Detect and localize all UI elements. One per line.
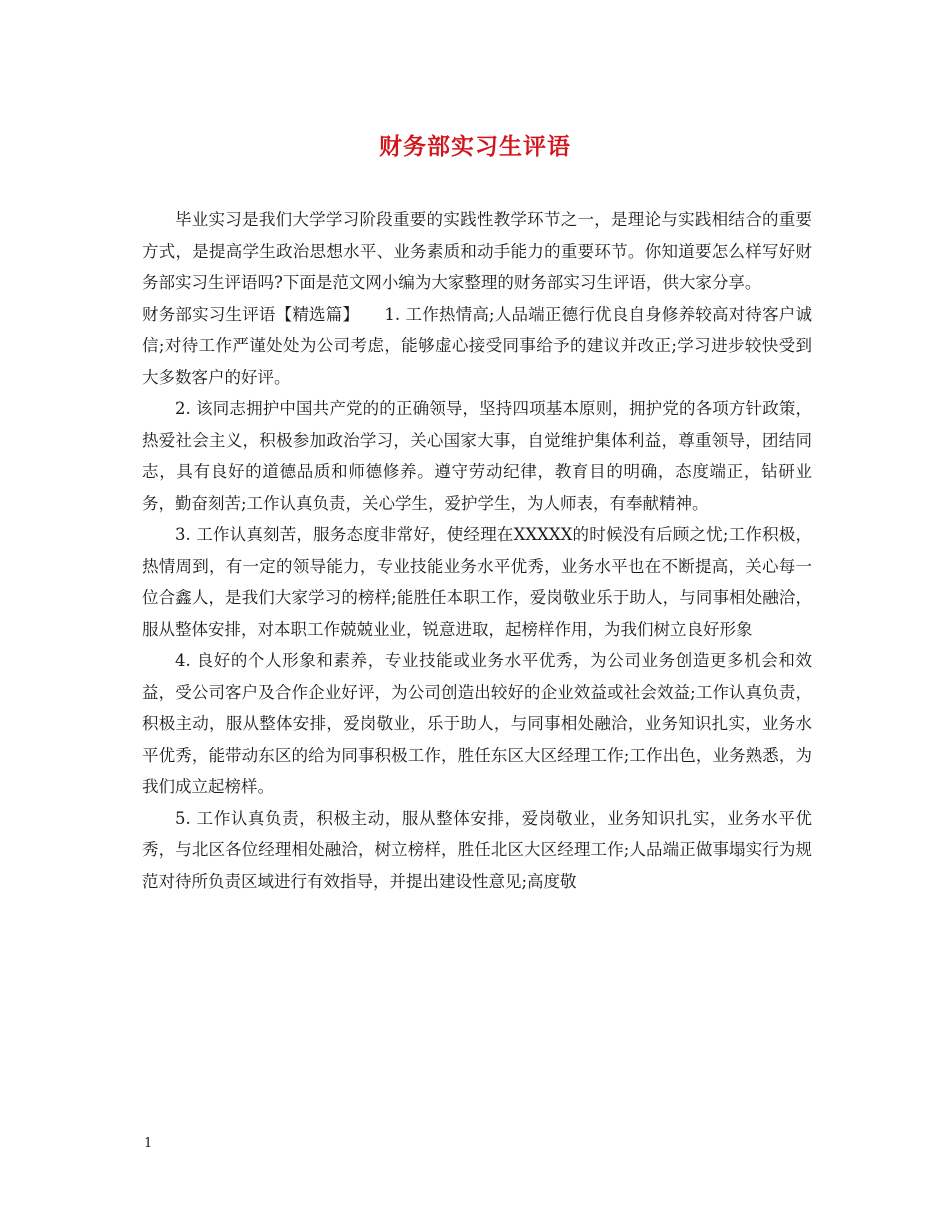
document-body xyxy=(142,204,812,897)
comment-paragraph-5: 5. 工作认真负责，积极主动，服从整体安排，爱岗敬业，业务知识扎实，业务水平优秀，与北区各位经理相处融洽，树立榜样，胜任北区大区经理工作;人品端正做事塌实行为规范对待所负责区域进行有效指导，并提出建设性意见;高度敬 xyxy=(142,808,812,891)
page-number: 1 xyxy=(144,1136,153,1151)
comment-paragraph-2: 2. 该同志拥护中国共产党的的正确领导，坚持四项基本原则，拥护党的各项方针政策，热爱社会主义，积极参加政治学习，关心国家大事，自觉维护集体利益，尊重领导，团结同志，具有良好的道德品质和师德修养。遵守劳动纪律，教育目的明确，态度端正，钻研业务，勤奋刻苦;工作认真负责，关心学生，爱护学生，为人师表，有奉献精神。 xyxy=(142,399,812,513)
section-heading-paragraph: 财务部实习生评语【精选篇】 1. 工作热情高;人品端正德行优良自身修养较高对待客户诚信;对待工作严谨处处为公司考虑，能够虚心接受同事给予的建议并改正;学习进步较快受到大多数客户的好评。 xyxy=(142,304,812,387)
comment-paragraph-3: 3. 工作认真刻苦，服务态度非常好，使经理在XXXXX的时候没有后顾之忧;工作积极，热情周到，有一定的领导能力，专业技能业务水平优秀，业务水平也在不断提高，关心每一位合鑫人，是我们大家学习的榜样;能胜任本职工作，爱岗敬业乐于助人，与同事相处融洽，服从整体安排，对本职工作兢兢业业，锐意进取，起榜样作用，为我们树立良好形象 xyxy=(142,525,812,639)
comment-paragraph-4: 4. 良好的个人形象和素养，专业技能或业务水平优秀，为公司业务创造更多机会和效益，受公司客户及合作企业好评，为公司创造出较好的企业效益或社会效益;工作认真负责，积极主动，服从整体安排，爱岗敬业，乐于助人，与同事相处融洽，业务知识扎实，业务水平优秀，能带动东区的给为同事积极工作，胜任东区大区经理工作;工作出色，业务熟悉，为我们成立起榜样。 xyxy=(142,651,812,796)
document-title: 财务部实习生评语 xyxy=(379,133,571,160)
intro-paragraph: 毕业实习是我们大学学习阶段重要的实践性教学环节之一，是理论与实践相结合的重要方式，是提高学生政治思想水平、业务素质和动手能力的重要环节。你知道要怎么样写好财务部实习生评语吗?下面是范文网小编为大家整理的财务部实习生评语，供大家分享。 xyxy=(142,210,812,292)
